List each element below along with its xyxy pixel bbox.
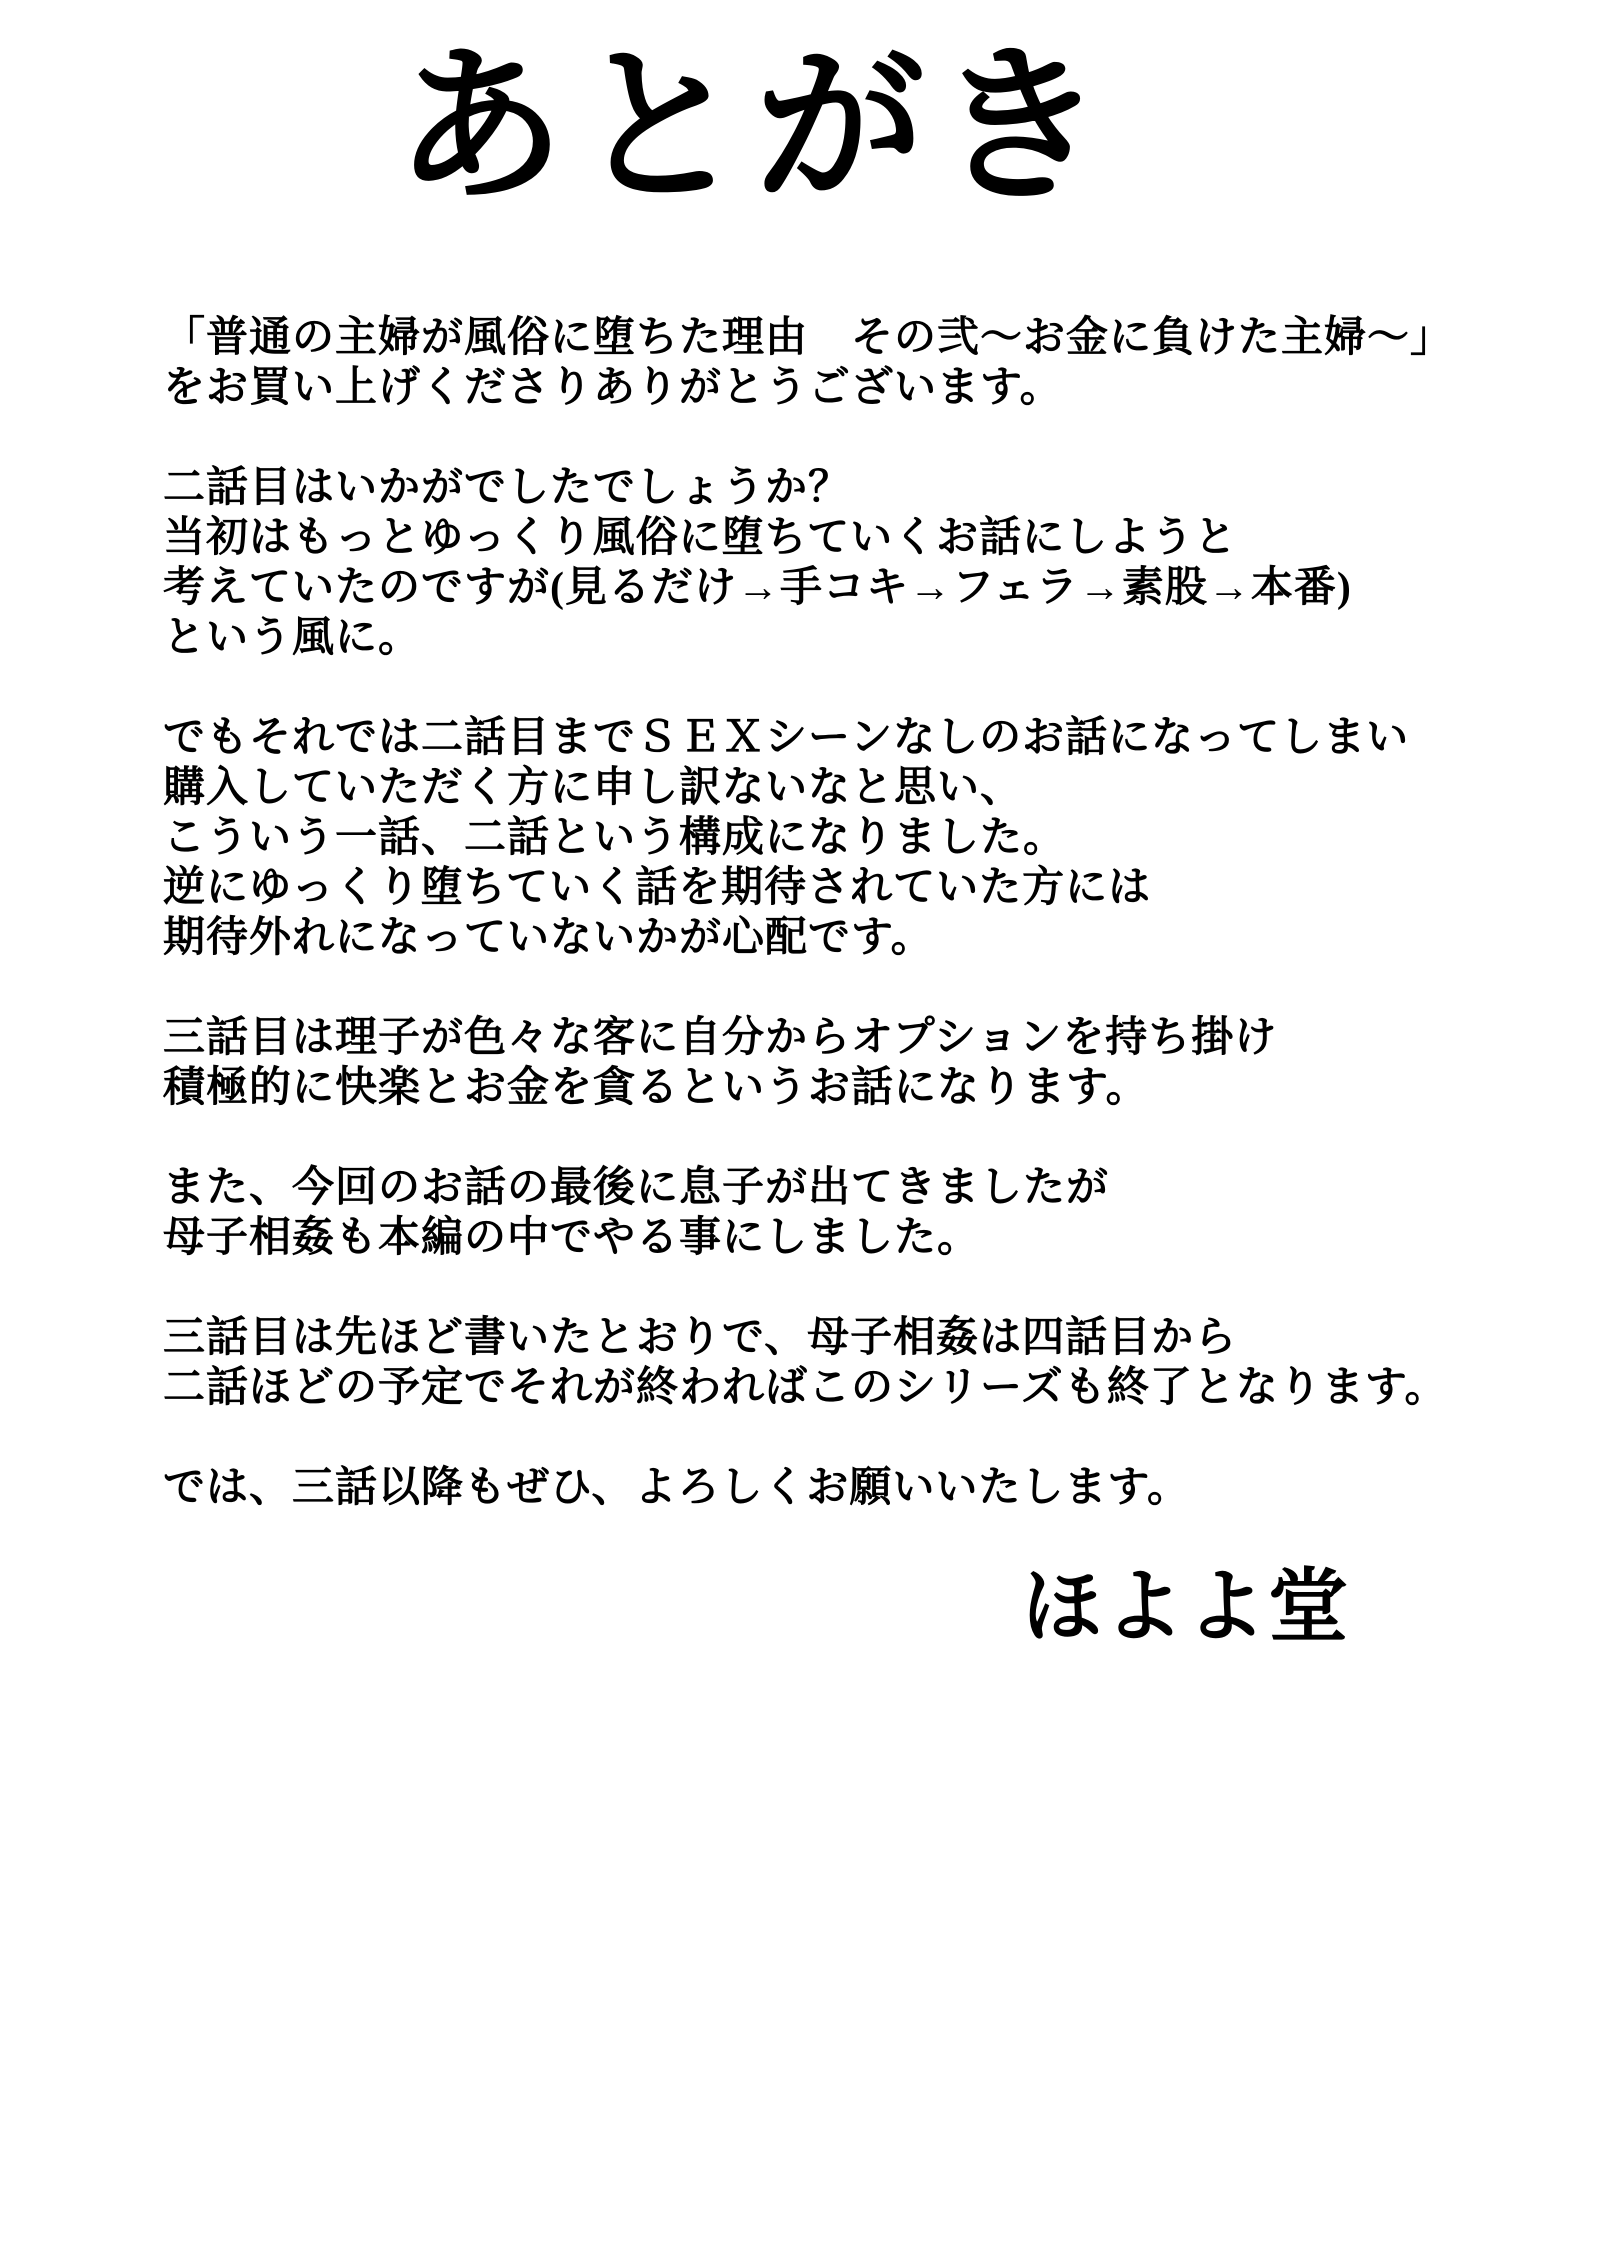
text-line: でもそれでは二話目までＳＥＸシーンなしのお話になってしまい: [163, 715, 1410, 761]
paragraph-son-note: [163, 1163, 1540, 1263]
text-line: 二話目はいかがでしたでしょうか？: [163, 465, 852, 511]
paragraph-thanks: [163, 313, 1540, 413]
paragraph-series-plan: [163, 1313, 1540, 1413]
text-line: 期待外れになっていないかが心配です。: [163, 915, 934, 961]
text-line: では、三話以降もぜひ、よろしくお願いいたします。: [163, 1465, 1190, 1511]
page-title: あとがき: [394, 34, 1115, 222]
text-line: 考えていたのですが(見るだけ→手コキ→フェラ→素股→本番): [163, 565, 1352, 611]
author-signature: ほよよ堂: [1022, 1564, 1350, 1652]
afterword-page: [0, 28, 1600, 2253]
paragraph-structure: [163, 713, 1540, 963]
paragraph-chapter2-plan: [163, 463, 1540, 663]
text-line: 母子相姦も本編の中でやる事にしました。: [163, 1215, 981, 1261]
text-line: 積極的に快楽とお金を貪るというお話になります。: [163, 1065, 1149, 1111]
text-line: 二話ほどの予定でそれが終わればこのシリーズも終了となります。: [163, 1365, 1448, 1411]
text-line: という風に。: [163, 615, 422, 661]
text-line: 購入していただく方に申し訳ないなと思い、: [163, 765, 1024, 811]
text-line: 三話目は先ほど書いたとおりで、母子相姦は四話目から: [163, 1315, 1238, 1361]
text-line: 三話目は理子が色々な客に自分からオプションを持ち掛け: [163, 1015, 1278, 1061]
text-line: 逆にゆっくり堕ちていく話を期待されていた方には: [163, 865, 1152, 911]
text-line: 「普通の主婦が風俗に堕ちた理由 その弐～お金に負けた主婦～」: [163, 315, 1454, 361]
paragraph-chapter3-preview: [163, 1013, 1540, 1113]
text-line: 当初はもっとゆっくり風俗に堕ちていくお話にしようと: [163, 515, 1238, 561]
paragraph-closing: [163, 1463, 1540, 1513]
text-line: をお買い上げくださりありがとうございます。: [163, 365, 1063, 411]
afterword-body: [0, 313, 1600, 1513]
text-line: また、今回のお話の最後に息子が出てきましたが: [163, 1165, 1110, 1211]
text-line: こういう一話、二話という構成になりました。: [163, 815, 1067, 861]
